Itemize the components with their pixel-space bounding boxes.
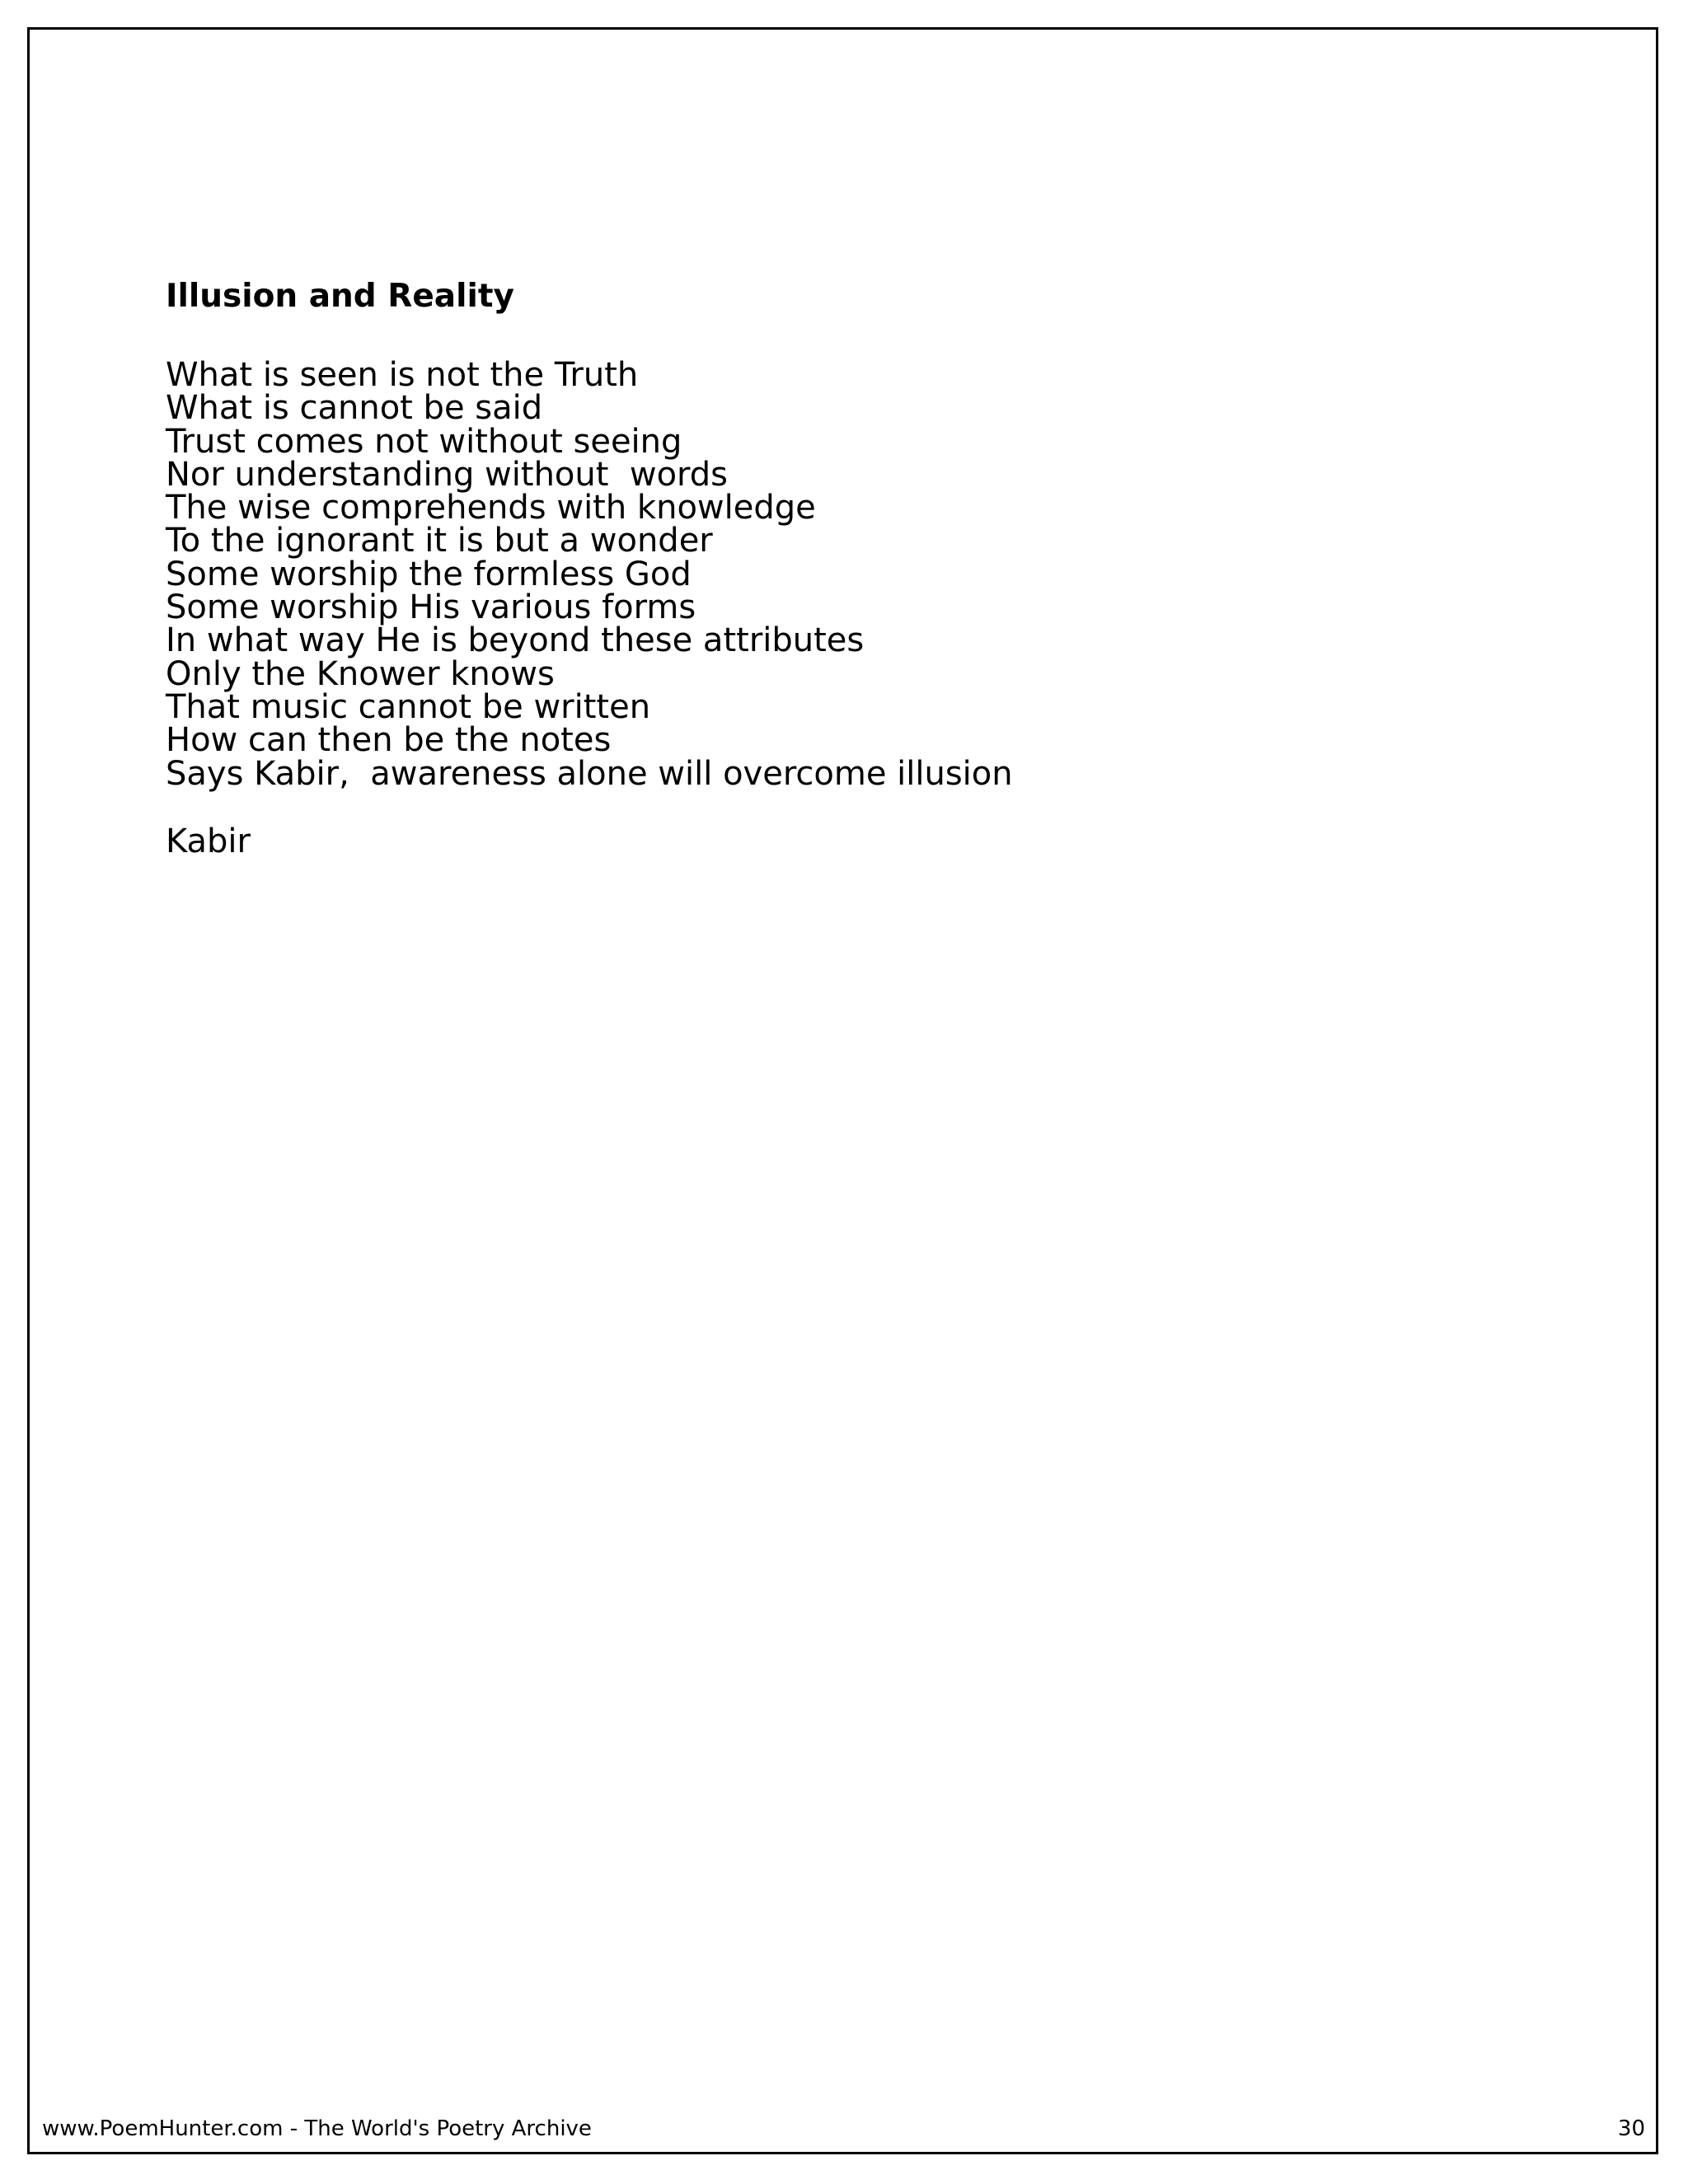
poem-line: The wise comprehends with knowledge: [166, 489, 816, 527]
poem-line: To the ignorant it is but a wonder: [166, 522, 713, 560]
poem-line: That music cannot be written: [166, 687, 651, 726]
poem-line: Says Kabir, awareness alone will overcome illusion: [166, 754, 1013, 793]
page-number: 30: [1617, 2116, 1645, 2141]
poem-line: What is cannot be said: [166, 389, 543, 428]
poem-line: Trust comes not without seeing: [166, 422, 682, 461]
poem-line: In what way He is beyond these attributes: [166, 621, 865, 660]
poem-line: Some worship the formless God: [166, 555, 692, 593]
poem-line: Nor understanding without words: [166, 455, 729, 494]
poem-title: Illusion and Reality: [166, 278, 514, 315]
poem-author: Kabir: [166, 823, 251, 860]
poem-line: How can then be the notes: [166, 721, 612, 760]
poem-line: What is seen is not the Truth: [166, 356, 639, 394]
page-border: [27, 27, 1658, 2154]
poem-line: Only the Knower knows: [166, 654, 555, 693]
footer-source: www.PoemHunter.com - The World's Poetry Archive: [42, 2116, 592, 2141]
poem-body: [166, 356, 1013, 793]
poem-line: Some worship His various forms: [166, 588, 696, 627]
